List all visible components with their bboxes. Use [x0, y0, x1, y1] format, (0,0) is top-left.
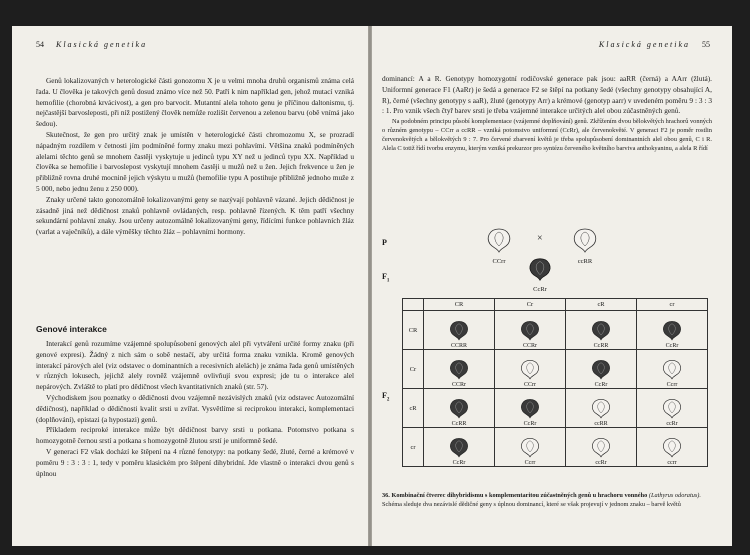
right-text-block [382, 74, 712, 153]
punnett-cell [495, 350, 566, 389]
red-flower-icon [424, 397, 494, 421]
running-head-title: Klasická genetika [598, 40, 690, 49]
punnett-cell [495, 428, 566, 467]
parent1-genotype: CCrr [492, 258, 506, 265]
paragraph: Genů lokalizovaných v heterologické části gonozomu X je u velmi mnoha druhů organismů známa celá řada. U člověka je takových genů dosud známo více než 50. Patří k nim například gen, jehož mutací vzniká hemofilie (chorobná krvácivost), a gen pro barvocit. Mutantní alela tohoto genu je příčinou daltonismu, tj. nejčastější barvosleposti, při níž postižený člověk nemůže rozlišit červenou a zelenou barvu (obě vnímá jako šedou). [36, 76, 354, 129]
figure-caption [382, 492, 712, 509]
genotype-label: CCrr [524, 382, 536, 388]
left-page [12, 26, 368, 546]
genotype-label: CcRr [523, 421, 537, 427]
punnett-cell [566, 350, 637, 389]
white-flower-icon [484, 226, 514, 256]
red-flower-icon [495, 319, 565, 343]
f1-genotype: CcRr [533, 286, 547, 293]
page-number: 54 [36, 40, 44, 49]
genotype-label: ccrr [667, 460, 677, 466]
gamete-header: CR [424, 299, 495, 311]
table-row [403, 350, 708, 389]
red-flower-icon [566, 358, 636, 382]
punnett-cell [424, 428, 495, 467]
white-flower-icon [495, 436, 565, 460]
page-number: 55 [702, 40, 710, 49]
left-text-block-2 [36, 339, 354, 479]
white-flower-icon [566, 397, 636, 421]
right-page [372, 26, 732, 546]
red-flower-icon [424, 358, 494, 382]
label-f2: $F_2$ [382, 391, 390, 403]
red-flower-icon [424, 319, 494, 343]
paragraph: Interakcí genů rozumíme vzájemné spolupůsobení genových alel při vytváření určité formy znaku (při genové expresi). Žádný z nich sám o sobě nestačí, aby určitá forma znaku vznikla. Kromě genových interakcí párových alel (viz odstavec o dominantních a recesivních alelách) je známa řada genů umístěných v různých lokusech, jejichž alely rovněž vzájemně ovlivňují svou expresi; jde tu o interakce alel nepárových. Zvláště to platí pro dědičnost všech kvantitativních znaků (str. 57). [36, 339, 354, 392]
genotype-label: ccRr [595, 460, 607, 466]
corner-cell [403, 299, 424, 311]
white-flower-icon [637, 436, 707, 460]
cross-symbol: × [537, 233, 543, 244]
gamete-header: cR [566, 299, 637, 311]
gamete-row-header: Cr [403, 350, 424, 389]
paragraph: Znaky určené takto gonozomálně lokalizovanými geny se nazývají pohlavně vázané. Jejich dědičnost je zásadně jiná než dědičnost znaků pohlavně ovládaných, resp. pohlavně řízených. K těm patří všechny sekundární pohlavní znaky. Jsou určeny autozomálně lokalizovanými geny, řídícími funkce pohlavních žláz (varlat a vaječníků), a dále výměšky těchto žláz – pohlavními hormony. [36, 194, 354, 237]
genotype-label: CCRr [451, 382, 466, 388]
genotype-label: CcRR [593, 343, 609, 349]
white-flower-icon [637, 397, 707, 421]
white-flower-icon [566, 436, 636, 460]
gamete-row-header: cR [403, 389, 424, 428]
paragraph: Na podobném principu působí komplementace (vzájemné doplňování) genů. Zkřížením dvou bělokvětých hrachorů vonných o různém genotypu – CCrr a ccRR – vzniká potomstvo uniformní (CcRr), ale červenokvěté. V generaci F2 je poměr rostlin červenokvětých a bělokvětých 9 : 7. Pro červené zbarvení květů je třeba spolupůsobení dominantních alel obou genů, C i R. Alela C totiž řídí tvorbu enzymu, kterým vzniká prekurzor pro syntézu červeného květního barviva anthokyaninu, a alela R řídí [382, 118, 712, 153]
red-flower-icon [566, 319, 636, 343]
genotype-label: CcRR [451, 421, 467, 427]
red-flower-icon [526, 256, 554, 284]
gamete-row-header: CR [403, 311, 424, 350]
punnett-cell [566, 311, 637, 350]
gamete-header: Cr [495, 299, 566, 311]
punnett-cell [566, 389, 637, 428]
red-flower-icon [424, 436, 494, 460]
punnett-cell [637, 350, 708, 389]
table-row [403, 389, 708, 428]
paragraph: dominancí: A a R. Genotypy homozygotní rodičovské generace pak jsou: aaRR (černá) a AArr (žlutá). Uniformní generace F1 (AaRr) je šedá a generace F2 se štěpí na potkany šedé (všechny genotypy obsahující A, R), černé (všechny genotypy s aaR), žluté (genotypy Arr) a krémové (genotyp aarr) v uvedeném poměru 9 : 3 : 3 : 1. Pro vznik všech čtyř barev srsti je třeba vzájemné interakce určitých alel obou zúčastněných genů. [382, 74, 712, 116]
label-p: P [382, 238, 387, 247]
parent2-genotype: ccRR [577, 258, 593, 265]
genotype-label: ccRR [594, 421, 608, 427]
punnett-cell [424, 350, 495, 389]
punnett-cell [495, 311, 566, 350]
gamete-row-header: cr [403, 428, 424, 467]
punnett-cell [424, 311, 495, 350]
punnett-cell [637, 428, 708, 467]
running-head-title: Klasická genetika [56, 40, 148, 49]
caption-species: (Lathyrus odoratus). [648, 492, 701, 499]
right-running-head [599, 40, 710, 49]
punnett-cell [637, 311, 708, 350]
table-row [403, 428, 708, 467]
white-flower-icon [495, 358, 565, 382]
genotype-label: Ccrr [666, 382, 678, 388]
paragraph: Východiskem jsou poznatky o dědičnosti dvou vzájemně nezávislých znaků (viz odstavec Autozomální dědičnost), například o dědičnosti kvalit srsti u zvířat. Vysvětlíme si reciprokou interakci, komplementaci (doplňování), epistazi (a hypostazi) genů. [36, 392, 354, 424]
paragraph: Skutečnost, že gen pro určitý znak je umístěn v heterologické části chromozomu X, se prozradí nápadným rozdílem v četnosti jím podmíněné formy znaku mezi pohlavími. Většina znaků podmíněných alelami těchto genů se mnohem častěji vyskytuje u jedinců typu XY než u jedinců typu XX. Například u člověka se hemofilie i barvoslepost vyskytují mnohem častěji u mužů než u žen. Jejich frekvence u žen je přibližně rovna druhé mocnině jejich výskytu u mužů (hemofilie typu A postihuje přibližně jednoho muže z 5 000, nebo jednu ženu z 250 000). [36, 129, 354, 193]
caption-number: 36. [382, 492, 390, 499]
red-flower-icon [495, 397, 565, 421]
genotype-label: CCRr [522, 343, 537, 349]
paragraph: V generaci F2 však dochází ke štěpení na 4 různé fenotypy: na potkany šedé, žluté, černé a krémové v poměru 9 : 3 : 3 : 1, tedy v poměru klasickém pro štěpení dihybridní. Jde vlastně o interakci dvou genů s úplnou [36, 446, 354, 478]
punnett-cell [424, 389, 495, 428]
white-flower-icon [637, 358, 707, 382]
table-row [403, 311, 708, 350]
red-flower-icon [637, 319, 707, 343]
section-title: Genové interakce [36, 324, 107, 334]
genotype-label: Ccrr [524, 460, 536, 466]
white-flower-icon [570, 226, 600, 256]
punnett-square [402, 298, 708, 467]
caption-title: Kombinační čtverec dihybridismu s komplementaritou zúčastněných genů u hrachoru vonného [391, 492, 648, 499]
punnett-cell [566, 428, 637, 467]
genotype-label: CcRr [452, 460, 466, 466]
genotype-label: CCRR [450, 343, 467, 349]
caption-text: Schéma sleduje dva nezávislé dědičné geny s úplnou dominancí, které se však projevují v jednom znaku – barvě květů [382, 500, 681, 508]
gamete-header: cr [637, 299, 708, 311]
label-f1: $F_1$ [382, 272, 390, 284]
genotype-label: CcRr [594, 382, 608, 388]
punnett-cell [495, 389, 566, 428]
genotype-label: ccRr [666, 421, 678, 427]
genotype-label: CcRr [665, 343, 679, 349]
left-running-head [36, 40, 147, 49]
punnett-cell [637, 389, 708, 428]
paragraph: Příkladem reciproké interakce může být dědičnost barvy srsti u potkana. Potomstvo potkana s homozygotně černou srstí a potkana s homozygotně žlutou srstí je uniformně šedé. [36, 425, 354, 446]
left-text-block [36, 76, 354, 238]
